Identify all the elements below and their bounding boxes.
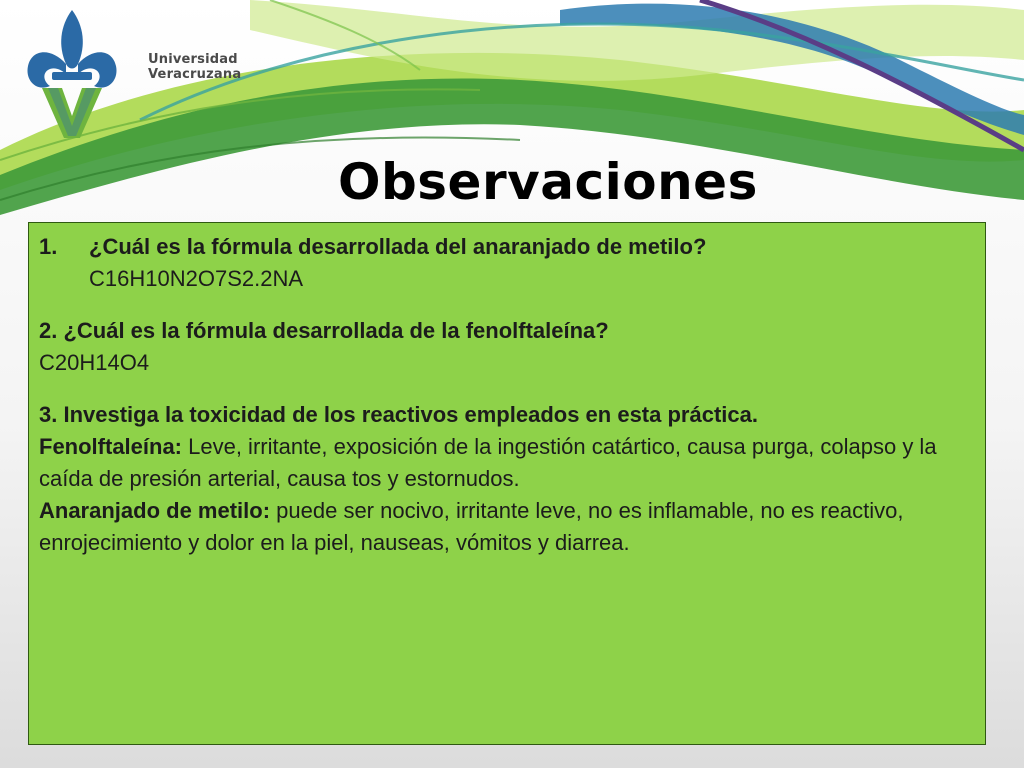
fleur-de-lis-icon (22, 8, 122, 143)
fenolftaleina-text: Leve, irritante, exposición de la ingestión catártico, causa purga, colapso y la caída de presión arterial, causa tos y estornudos. (39, 434, 937, 491)
question-2-text: 2. ¿Cuál es la fórmula desarrollada de la fenolftaleína? (39, 318, 609, 343)
question-1-text: ¿Cuál es la fórmula desarrollada del anaranjado de metilo? (89, 234, 707, 259)
spacer (39, 379, 975, 399)
content-panel (28, 222, 986, 745)
question-1 (39, 231, 975, 263)
question-1-number: 1. (39, 234, 58, 259)
question-3-text: 3. Investiga la toxicidad de los reactivos empleados en esta práctica. (39, 402, 758, 427)
answer-3-fenolftaleina (39, 431, 975, 495)
answer-3-metilo (39, 495, 975, 559)
fenolftaleina-label: Fenolftaleína: (39, 434, 183, 459)
answer-2: C20H14O4 (39, 350, 150, 375)
metilo-text: puede ser nocivo, irritante leve, no es inflamable, no es reactivo, enrojecimiento y dolor en la piel, nauseas, vómitos y diarrea. (39, 498, 904, 555)
university-name-line1: Universidad (148, 52, 238, 67)
metilo-label: Anaranjado de metilo: (39, 498, 271, 523)
university-logo (22, 8, 242, 148)
university-name (148, 52, 241, 82)
slide-title: Observaciones (338, 153, 758, 211)
answer-1: C16H10N2O7S2.2NA (89, 266, 304, 291)
university-name-line2: Veracruzana (148, 67, 242, 82)
spacer (39, 295, 975, 315)
